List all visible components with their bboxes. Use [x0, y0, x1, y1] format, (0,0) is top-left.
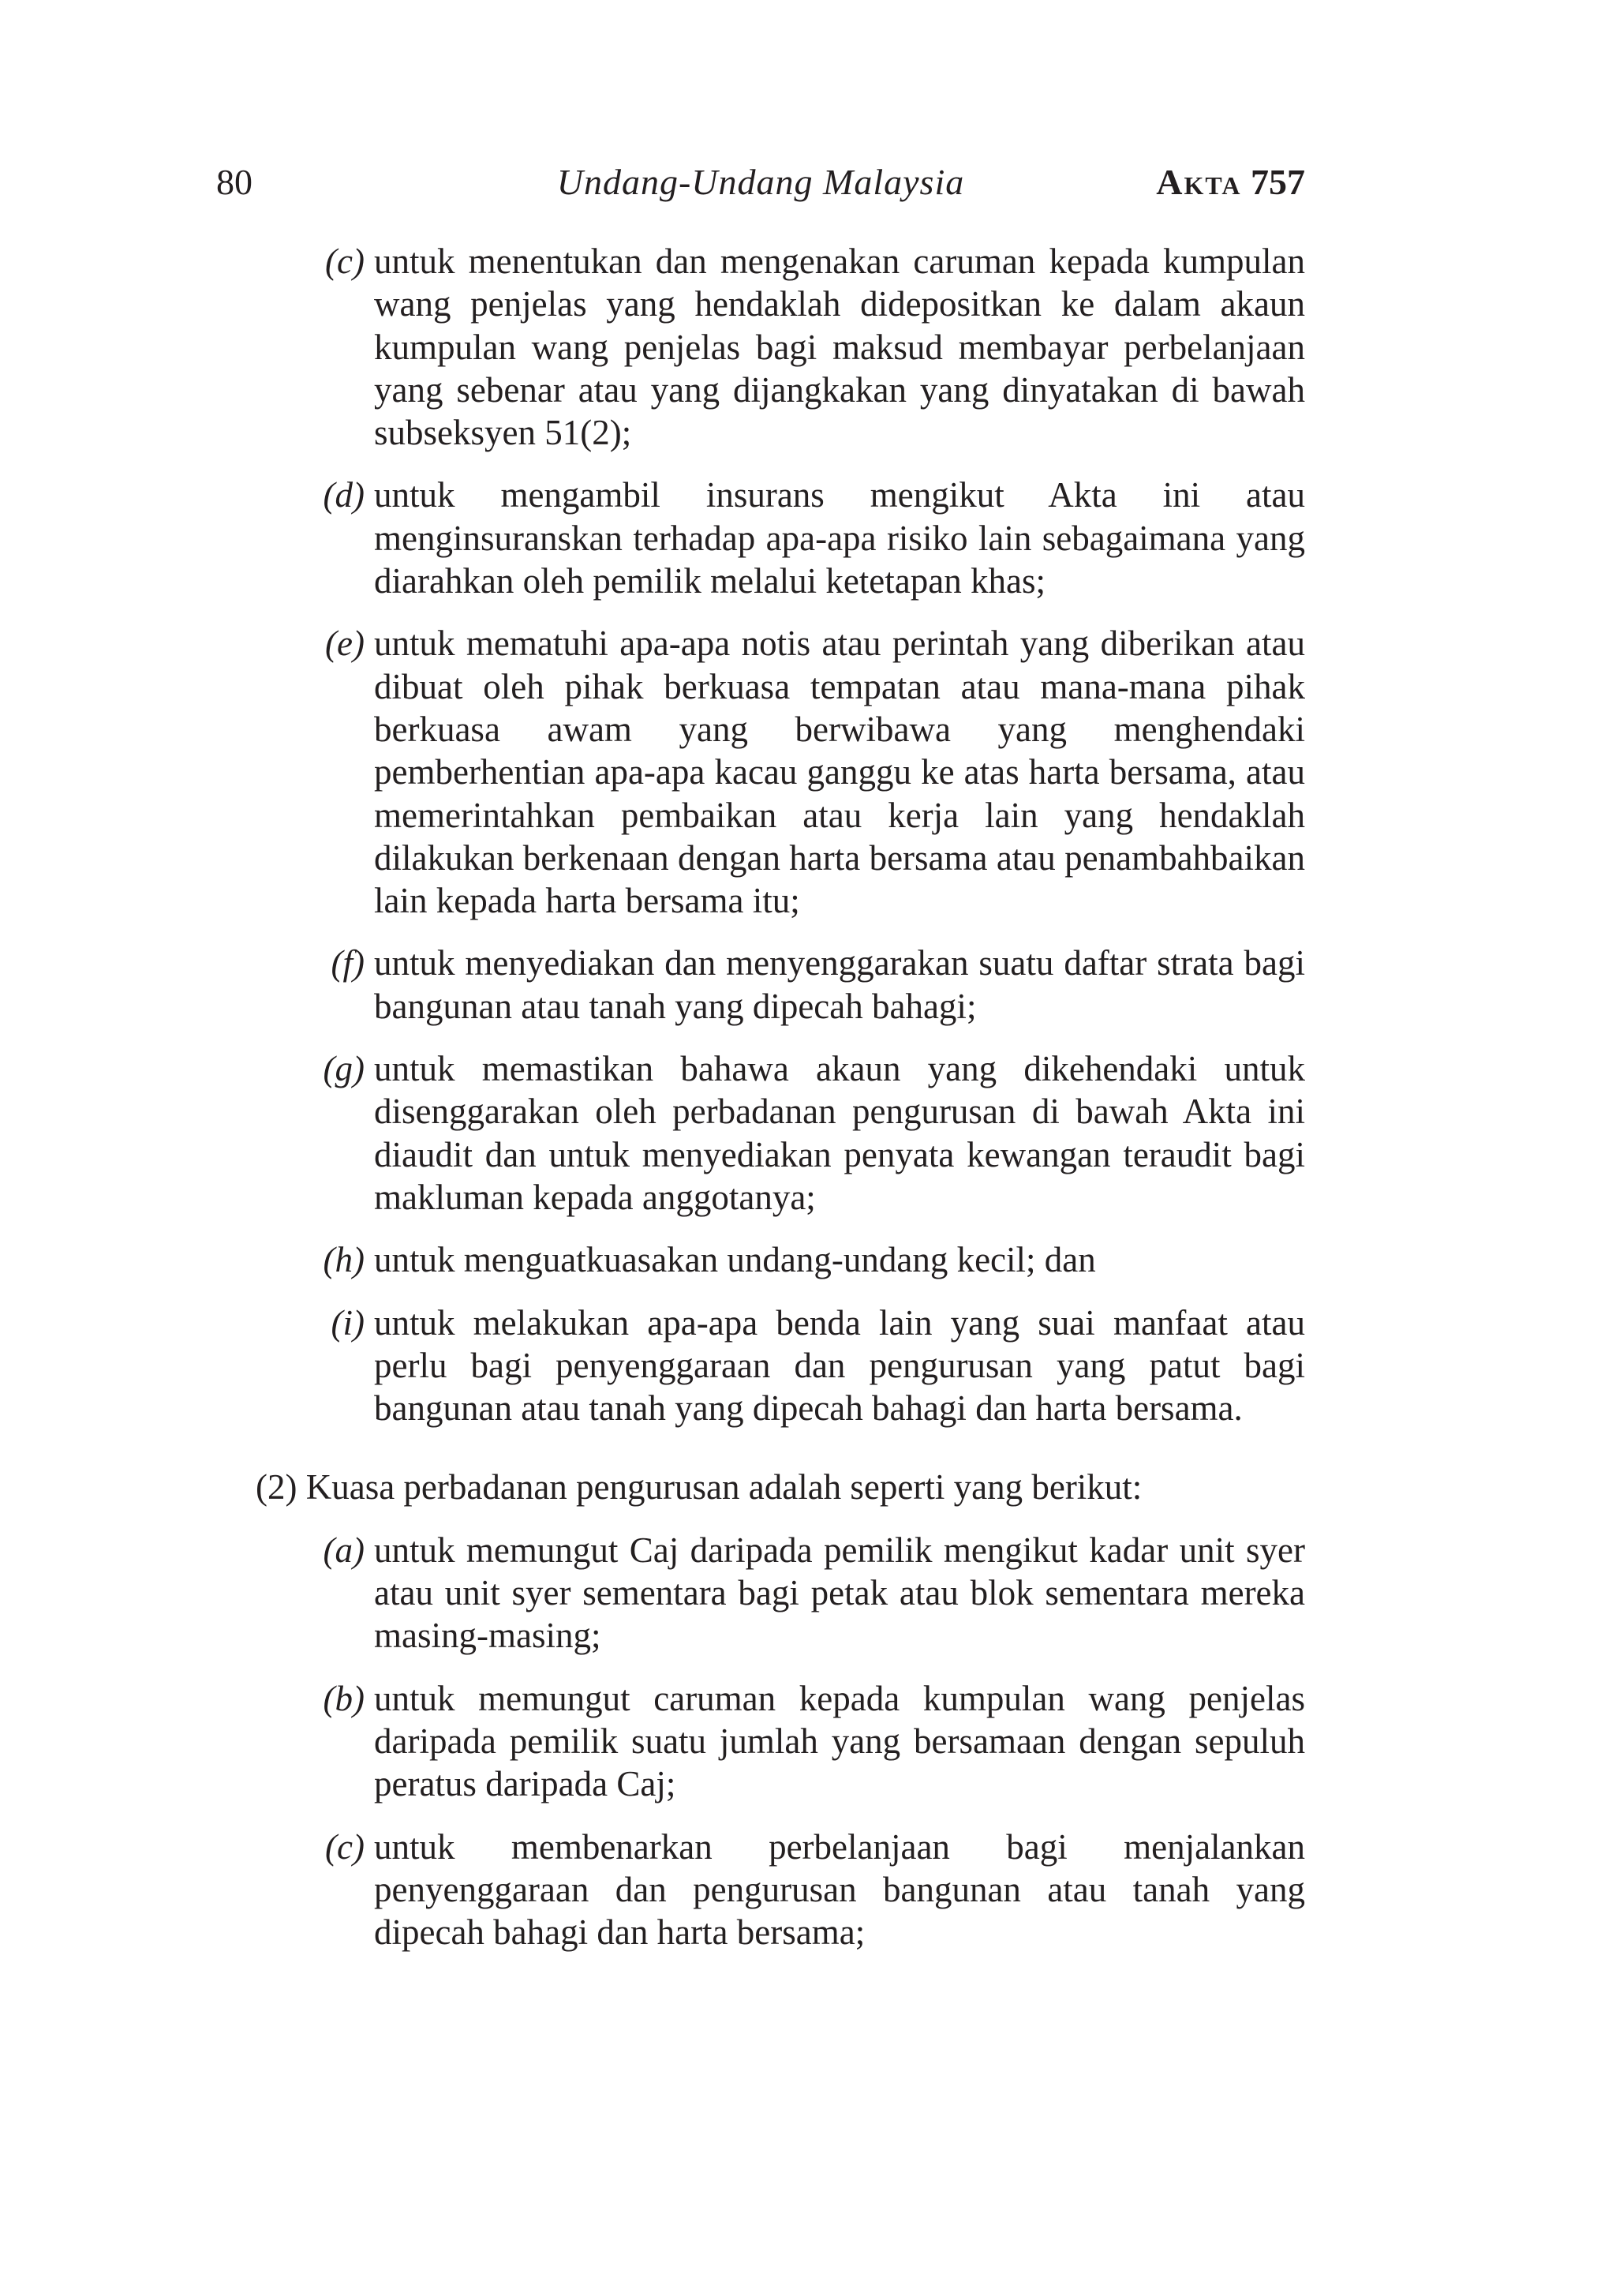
clause-item: [216, 1826, 1305, 1954]
clause-item: [216, 1677, 1305, 1806]
clause-item: [216, 240, 1305, 454]
clause-item: [216, 1047, 1305, 1219]
clause-mark: (e): [325, 624, 365, 664]
clause-mark: (f): [331, 943, 365, 983]
clause-mark: (c): [325, 1826, 365, 1867]
clause-text: untuk membenarkan perbelanjaan bagi menjalankan penyenggaraan dan pengurusan bangunan atau tanah yang dipecah bahagi dan harta bersama;: [374, 1826, 1305, 1953]
clause-mark: (h): [323, 1240, 365, 1280]
clause-mark: (d): [323, 475, 365, 515]
clause-text: untuk memungut caruman kepada kumpulan wang penjelas daripada pemilik suatu jumlah yang bersamaan dengan sepuluh peratus daripada Caj;: [374, 1678, 1305, 1804]
clause-mark: (a): [323, 1530, 365, 1570]
clause-item: [216, 474, 1305, 602]
clause-text: untuk mematuhi apa-apa notis atau perintah yang diberikan atau dibuat oleh pihak berkuasa tempatan atau mana-mana pihak berkuasa awam yang berwibawa yang menghendaki pemberhentian apa-apa kacau ganggu ke atas harta bersama, atau memerintahkan pembaikan atau kerja lain yang hendaklah dilakukan berkenaan dengan harta bersama atau penambahbaikan lain kepada harta bersama itu;: [374, 624, 1305, 921]
running-title: Undang-Undang Malaysia: [556, 162, 965, 202]
clause-item: [216, 1529, 1305, 1657]
clause-text: untuk menguatkuasakan undang-undang kecil; dan: [374, 1240, 1096, 1280]
clause-item: [216, 622, 1305, 922]
clause-mark: (b): [323, 1678, 365, 1718]
clause-mark: (i): [331, 1302, 365, 1343]
clause-text: untuk menentukan dan mengenakan caruman kepada kumpulan wang penjelas yang hendaklah didepositkan ke dalam akaun kumpulan wang penjelas bagi maksud membayar perbelanjaan yang sebenar atau yang dijangkakan yang dinyatakan di bawah subseksyen 51(2);: [374, 242, 1305, 453]
page-number: 80: [216, 162, 252, 202]
clause-text: untuk memastikan bahawa akaun yang dikehendaki untuk disenggarakan oleh perbadanan pengurusan di bawah Akta ini diaudit dan untuk menyediakan penyata kewangan teraudit bagi makluman kepada anggotanya;: [374, 1049, 1305, 1217]
clause-mark: (g): [323, 1049, 365, 1089]
clause-text: untuk melakukan apa-apa benda lain yang suai manfaat atau perlu bagi penyenggaraan dan pengurusan yang patut bagi bangunan atau tanah yang dipecah bahagi dan harta bersama.: [374, 1302, 1305, 1429]
clause-text: untuk memungut Caj daripada pemilik mengikut kadar unit syer atau unit syer sementara bagi petak atau blok sementara mereka masing-masing;: [374, 1530, 1305, 1656]
clause-item: [216, 1238, 1305, 1281]
clause-item: [216, 942, 1305, 1028]
act-word: Akta: [1156, 162, 1242, 202]
page-content: [216, 240, 1305, 1973]
clause-text: untuk menyediakan dan menyenggarakan suatu daftar strata bagi bangunan atau tanah yang dipecah bahagi;: [374, 943, 1305, 1026]
page-header: [216, 155, 1305, 210]
subsection-2-intro: (2) Kuasa perbadanan pengurusan adalah seperti yang berikut:: [256, 1467, 1143, 1508]
act-label: [1156, 155, 1305, 210]
clause-mark: (c): [325, 242, 365, 281]
clause-text: untuk mengambil insurans mengikut Akta ini atau menginsuranskan terhadap apa-apa risiko lain sebagaimana yang diarahkan oleh pemilik melalui ketetapan khas;: [374, 475, 1305, 601]
clause-item: [216, 1302, 1305, 1430]
act-number: 757: [1251, 162, 1305, 202]
